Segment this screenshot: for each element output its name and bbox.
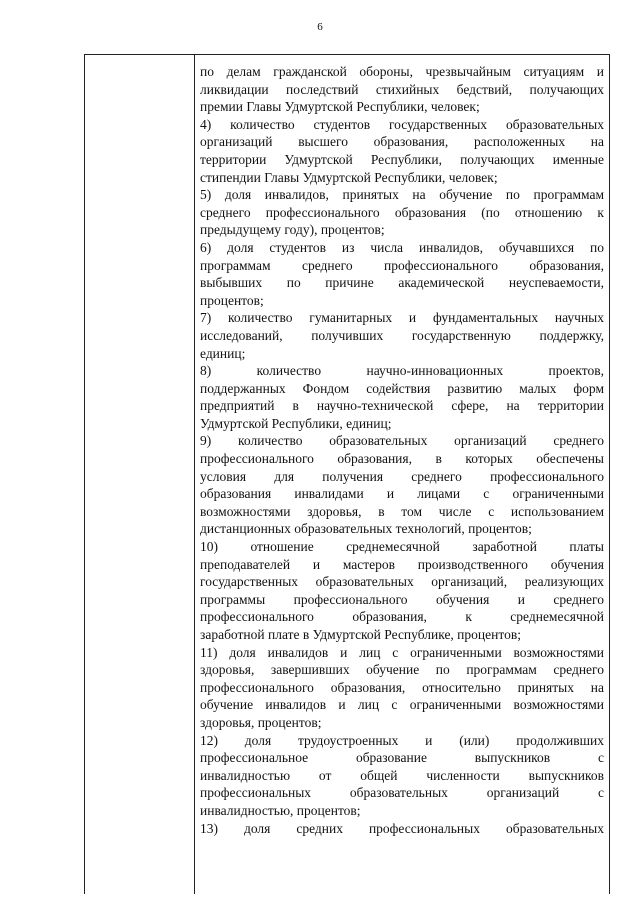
- text-line: предприятий в научно-технической сфере, на территории: [200, 398, 604, 414]
- text-line: преподавателей и мастеров производственного обучения: [200, 556, 604, 572]
- text-line: Удмуртской Республики, единиц;: [200, 415, 392, 431]
- indicator-item: [200, 309, 604, 362]
- indicator-item: [200, 239, 604, 309]
- text-line: премии Главы Удмуртской Республики, человек;: [200, 99, 480, 115]
- indicator-item: [200, 820, 604, 838]
- indicator-item: [200, 538, 604, 644]
- text-line: единиц;: [200, 345, 246, 361]
- table-cell-empty: [85, 55, 194, 894]
- text-line: возможностями здоровья, в том числе с использованием: [200, 503, 604, 519]
- text-line: инвалидностью от общей численности выпускников: [200, 767, 604, 783]
- text-line: 9) количество образовательных организаций среднего: [200, 433, 604, 449]
- page-number: 6: [317, 21, 323, 33]
- text-line: 7) количество гуманитарных и фундаментальных научных: [200, 310, 604, 326]
- text-line: территории Удмуртской Республики, получающих именные: [200, 151, 604, 167]
- text-line: 5) доля инвалидов, принятых на обучение по программам: [200, 187, 604, 203]
- indicator-item: [200, 644, 604, 732]
- text-line: 6) доля студентов из числа инвалидов, обучавшихся по: [200, 239, 604, 255]
- text-line: организаций высшего образования, расположенных на: [200, 134, 604, 150]
- text-line: 12) доля трудоустроенных и (или) продолживших: [200, 732, 604, 748]
- text-line: профессиональных образовательных организаций с: [200, 785, 604, 801]
- indicator-item: [200, 362, 604, 432]
- text-line: профессиональное образование выпускников с: [200, 750, 604, 766]
- text-line: 10) отношение среднемесячной заработной платы: [200, 539, 604, 555]
- indicator-item: [200, 432, 604, 538]
- text-line: здоровья, завершивших обучение по программам среднего: [200, 662, 604, 678]
- text-line: заработной плате в Удмуртской Республике, процентов;: [200, 627, 521, 642]
- text-line: образования инвалидами и лицами с ограниченными: [200, 486, 604, 502]
- text-line: исследований, получивших государственную поддержку,: [200, 327, 604, 343]
- text-line: программам среднего профессионального образования,: [200, 257, 604, 273]
- text-line: профессионального образования, к среднемесячной: [200, 609, 604, 625]
- text-line: поддержанных Фондом содействия развитию малых форм: [200, 380, 604, 396]
- text-line: процентов;: [200, 292, 264, 308]
- text-line: стипендии Главы Удмуртской Республики, человек;: [200, 169, 498, 185]
- indicator-item: [200, 116, 604, 186]
- text-line: здоровья, процентов;: [200, 714, 322, 730]
- text-line: предыдущему году), процентов;: [200, 222, 385, 238]
- table-column-divider: [194, 54, 195, 894]
- text-line: профессионального образования, относительно принятых на: [200, 679, 604, 695]
- text-line: 13) доля средних профессиональных образовательных: [200, 820, 604, 836]
- indicator-item: [200, 732, 604, 820]
- text-line: государственных образовательных организаций, реализующих: [200, 574, 604, 590]
- table-right-rule: [609, 54, 610, 894]
- text-line: профессионального образования, в которых обеспечены: [200, 451, 604, 467]
- indicator-item: [200, 63, 604, 116]
- text-line: условия для получения среднего профессионального: [200, 468, 604, 484]
- text-line: программы профессионального обучения и среднего: [200, 591, 604, 607]
- text-line: выбывших по причине академической неуспеваемости,: [200, 275, 604, 291]
- text-line: ликвидации последствий стихийных бедствий, получающих: [200, 81, 604, 97]
- text-line: обучение инвалидов и лиц с ограниченными возможностями: [200, 697, 604, 713]
- text-line: инвалидностью, процентов;: [200, 802, 361, 818]
- text-line: 8) количество научно-инновационных проектов,: [200, 363, 604, 379]
- text-line: 4) количество студентов государственных образовательных: [200, 116, 604, 132]
- text-line: среднего профессионального образования (по отношению к: [200, 204, 604, 220]
- text-line: по делам гражданской обороны, чрезвычайным ситуациям и: [200, 64, 604, 79]
- indicator-table: [84, 54, 610, 894]
- text-line: 11) доля инвалидов и лиц с ограниченными возможностями: [200, 644, 604, 660]
- indicator-list: [200, 63, 604, 837]
- indicator-item: [200, 186, 604, 239]
- text-line: дистанционных образовательных технологий, процентов;: [200, 521, 532, 537]
